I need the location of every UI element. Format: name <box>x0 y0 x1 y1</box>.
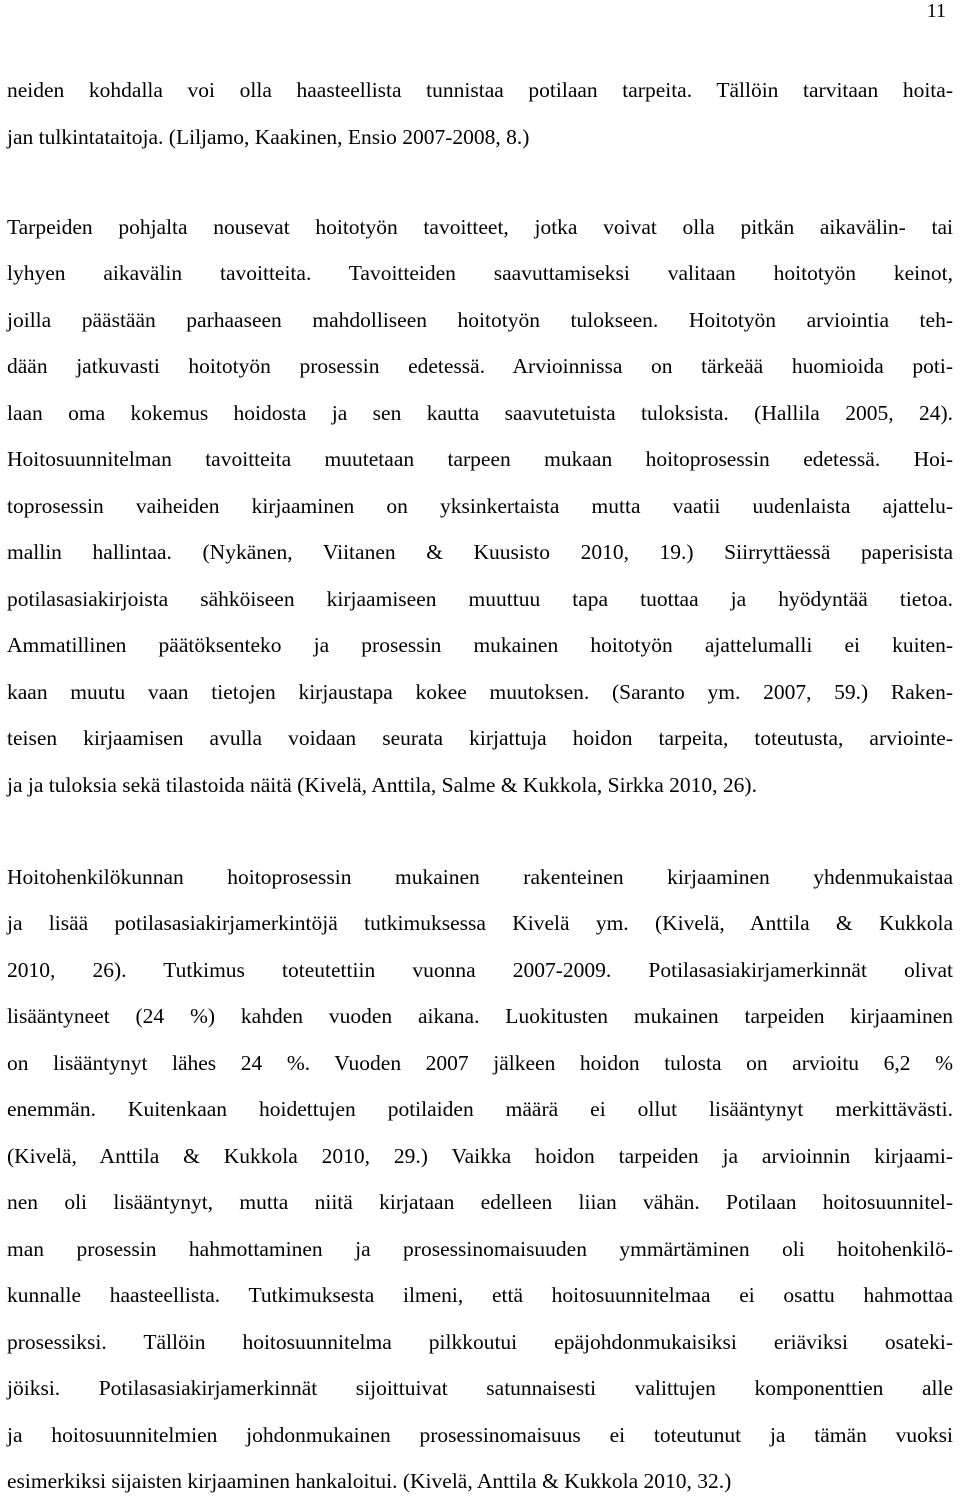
text-line: ja hoitosuunnitelmien johdonmukainen prosessinomaisuus ei toteutunut ja tämän vuoksi <box>7 1423 953 1447</box>
text-line: jöiksi. Potilasasiakirjamerkinnät sijoittuivat satunnaisesti valittujen komponenttien alle <box>7 1376 953 1400</box>
text-line: kunnalle haasteellista. Tutkimuksesta ilmeni, että hoitosuunnitelmaa ei osattu hahmottaa <box>7 1283 953 1307</box>
text-line: mallin hallintaa. (Nykänen, Viitanen & Kuusisto 2010, 19.) Siirryttäessä paperisista <box>7 540 953 564</box>
text-line: toprosessin vaiheiden kirjaaminen on yksinkertaista mutta vaatii uudenlaista ajattelu- <box>7 494 953 518</box>
text-line: man prosessin hahmottaminen ja prosessinomaisuuden ymmärtäminen oli hoitohenkilö- <box>7 1237 953 1261</box>
text-line: lisääntyneet (24 %) kahden vuoden aikana. Luokitusten mukainen tarpeiden kirjaaminen <box>7 1004 953 1028</box>
text-line: jan tulkintataitoja. (Liljamo, Kaakinen, Ensio 2007-2008, 8.) <box>7 125 530 149</box>
text-line: esimerkiksi sijaisten kirjaaminen hankaloitui. (Kivelä, Anttila & Kukkola 2010, 32.) <box>7 1469 732 1493</box>
text-line: on lisääntynyt lähes 24 %. Vuoden 2007 jälkeen hoidon tulosta on arvioitu 6,2 % <box>7 1051 953 1075</box>
text-line: prosessiksi. Tällöin hoitosuunnitelma pilkkoutui epäjohdonmukaisiksi eriäviksi osateki- <box>7 1330 953 1354</box>
page-number: 11 <box>926 0 946 22</box>
text-line: 2010, 26). Tutkimus toteutettiin vuonna 2007-2009. Potilasasiakirjamerkinnät olivat <box>7 958 953 982</box>
text-line: kaan muutu vaan tietojen kirjaustapa kokee muutoksen. (Saranto ym. 2007, 59.) Raken- <box>7 680 953 704</box>
text-line: joilla päästään parhaaseen mahdolliseen hoitotyön tulokseen. Hoitotyön arviointia teh- <box>7 308 953 332</box>
text-line: ja lisää potilasasiakirjamerkintöjä tutkimuksessa Kivelä ym. (Kivelä, Anttila & Kukkola <box>7 911 953 935</box>
text-line: neiden kohdalla voi olla haasteellista tunnistaa potilaan tarpeita. Tällöin tarvitaan hoita- <box>7 78 953 102</box>
text-line: lyhyen aikavälin tavoitteita. Tavoitteiden saavuttamiseksi valitaan hoitotyön keinot, <box>7 261 953 285</box>
text-line: laan oma kokemus hoidosta ja sen kautta saavutetuista tuloksista. (Hallila 2005, 24). <box>7 401 953 425</box>
text-line: potilasasiakirjoista sähköiseen kirjaamiseen muuttuu tapa tuottaa ja hyödyntää tietoa. <box>7 587 953 611</box>
text-line: ja ja tuloksia sekä tilastoida näitä (Kivelä, Anttila, Salme & Kukkola, Sirkka 2010, 26). <box>7 773 757 797</box>
text-line: Tarpeiden pohjalta nousevat hoitotyön tavoitteet, jotka voivat olla pitkän aikavälin- tai <box>7 215 953 239</box>
text-line: Hoitosuunnitelman tavoitteita muutetaan tarpeen mukaan hoitoprosessin edetessä. Hoi- <box>7 447 953 471</box>
text-line: Ammatillinen päätöksenteko ja prosessin mukainen hoitotyön ajattelumalli ei kuiten- <box>7 633 953 657</box>
text-line: (Kivelä, Anttila & Kukkola 2010, 29.) Vaikka hoidon tarpeiden ja arvioinnin kirjaami- <box>7 1144 953 1168</box>
text-line: teisen kirjaamisen avulla voidaan seurata kirjattuja hoidon tarpeita, toteutusta, arviointe- <box>7 726 953 750</box>
text-line: dään jatkuvasti hoitotyön prosessin edetessä. Arvioinnissa on tärkeää huomioida poti- <box>7 354 953 378</box>
text-line: nen oli lisääntynyt, mutta niitä kirjataan edelleen liian vähän. Potilaan hoitosuunnitel- <box>7 1190 953 1214</box>
text-line: Hoitohenkilökunnan hoitoprosessin mukainen rakenteinen kirjaaminen yhdenmukaistaa <box>7 865 953 889</box>
text-line: enemmän. Kuitenkaan hoidettujen potilaiden määrä ei ollut lisääntynyt merkittävästi. <box>7 1097 953 1121</box>
